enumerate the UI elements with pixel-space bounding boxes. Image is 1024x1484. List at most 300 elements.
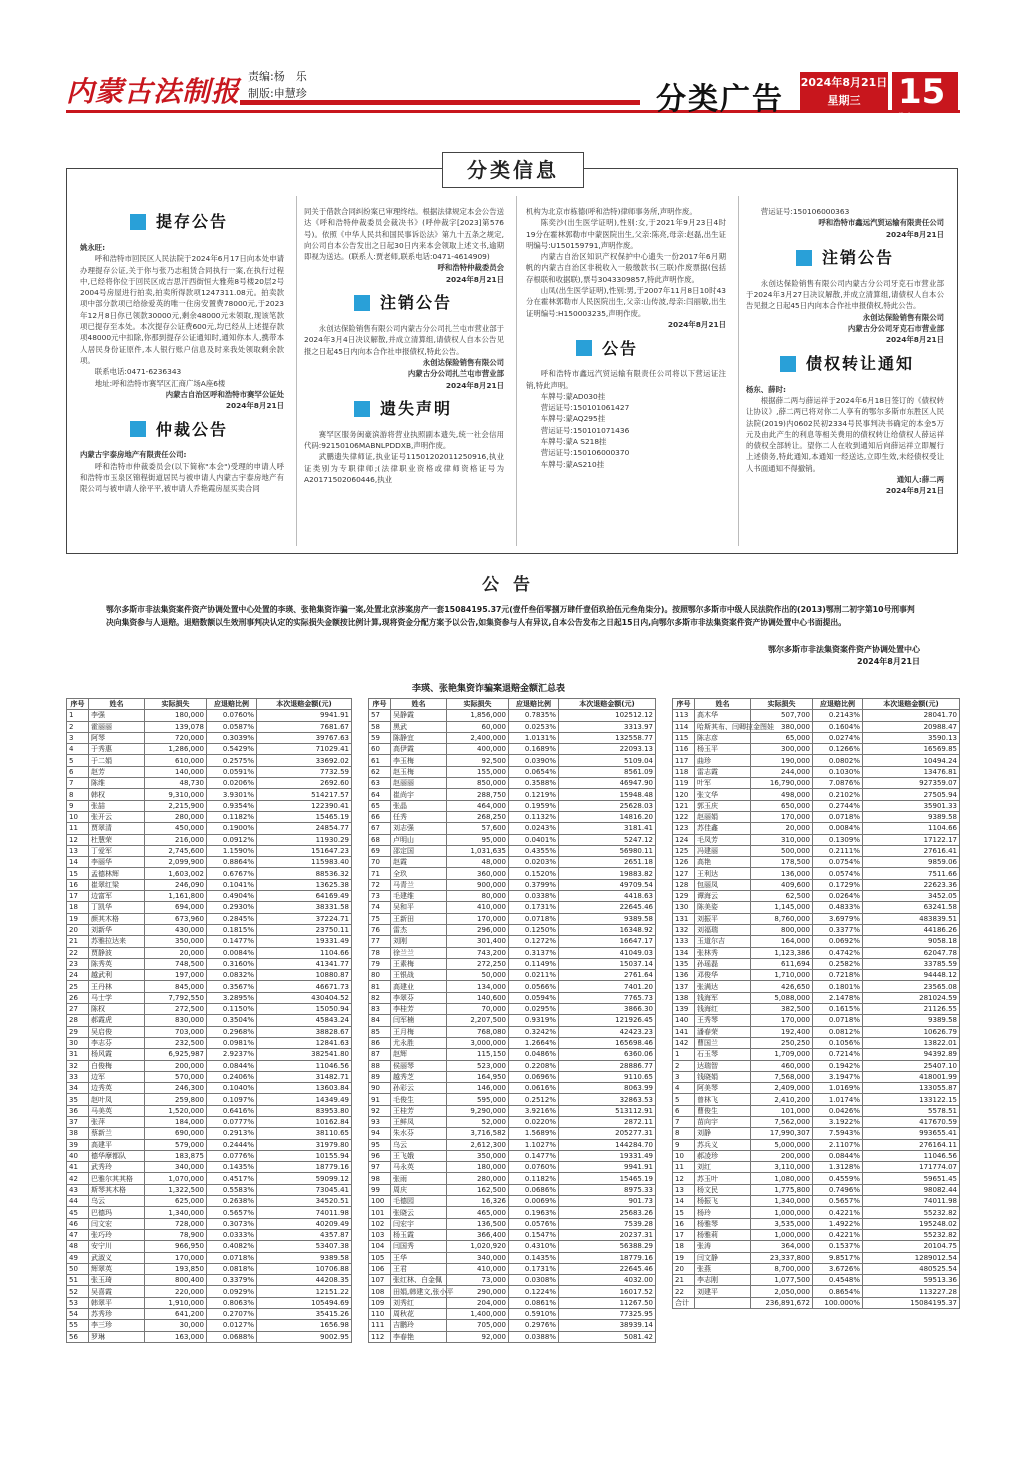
- date: 2024年8月21日: [885, 229, 944, 239]
- table-cell: 于秀惠: [89, 744, 145, 755]
- table-cell: 31979.80: [257, 1139, 352, 1150]
- table-cell: 1,123,386: [751, 947, 813, 958]
- date: 2024年8月21日: [667, 319, 726, 329]
- table-cell: 杨文民: [695, 1184, 751, 1195]
- table-cell: 周庆: [391, 1184, 447, 1195]
- table-row: [673, 1162, 960, 1173]
- table-cell: 0.0264%: [813, 891, 863, 902]
- table-cell: 50,000: [447, 970, 509, 981]
- table-row: [67, 1162, 352, 1173]
- table-cell: 140,000: [145, 766, 207, 777]
- table-cell: 0.0295%: [509, 1004, 559, 1015]
- heading-text: 提存公告: [156, 212, 229, 232]
- table-cell: 刘红: [695, 1162, 751, 1173]
- table-cell: 李丽华: [89, 857, 145, 868]
- table-cell: 830,000: [145, 1015, 207, 1026]
- table-cell: 7681.67: [257, 721, 352, 732]
- table-cell: 闫宏宇: [391, 1218, 447, 1229]
- table-row: [673, 1015, 960, 1026]
- table-row: [369, 834, 656, 845]
- table-row: [369, 924, 656, 935]
- table-row: [67, 1015, 352, 1026]
- table-row: [673, 1286, 960, 1297]
- notice-title: 公告: [482, 575, 544, 595]
- table-cell: 雷志霞: [695, 766, 751, 777]
- table-cell: 0.2575%: [207, 755, 257, 766]
- table-cell: 杨玉霞: [391, 1229, 447, 1240]
- table-cell: 281024.59: [863, 992, 960, 1003]
- table-cell: 21126.55: [863, 1004, 960, 1015]
- table-cell: 62047.78: [863, 947, 960, 958]
- table-cell: 0.1150%: [207, 1004, 257, 1015]
- table-cell: 380,000: [751, 721, 813, 732]
- list-item: 营运证号:150101071436: [540, 425, 630, 435]
- table-cell: 0.1959%: [509, 800, 559, 811]
- table-cell: 272,250: [447, 958, 509, 969]
- paragraph: 赛罕区服务闽豪滨游将营业执照副本遗失,统一社会信用代码:92150106MABNLPDDXB,声明作废。: [304, 429, 504, 451]
- table-cell: 121926.45: [559, 1015, 656, 1026]
- table-cell: 0.0401%: [509, 834, 559, 845]
- table-cell: 16348.92: [559, 924, 656, 935]
- table-row: [673, 981, 960, 992]
- table-row: [67, 958, 352, 969]
- table-cell: 张喆: [89, 800, 145, 811]
- table-cell: 12841.63: [257, 1037, 352, 1048]
- table-cell: 0.3242%: [509, 1026, 559, 1037]
- table-cell: 李志刚: [695, 1275, 751, 1286]
- table-cell: 74: [369, 902, 391, 913]
- table-cell: 6,925,987: [145, 1049, 207, 1060]
- table-cell: 171774.07: [863, 1162, 960, 1173]
- table-row: [673, 857, 960, 868]
- table-cell: 赵丽丽: [391, 778, 447, 789]
- table-cell: 101: [369, 1207, 391, 1218]
- table-cell: 97: [369, 1162, 391, 1173]
- table-cell: 杨玲: [695, 1207, 751, 1218]
- table-cell: 张文华: [695, 789, 751, 800]
- table-cell: 孙彩云: [391, 1083, 447, 1094]
- table-cell: 0.4221%: [813, 1207, 863, 1218]
- table-cell: 130: [673, 902, 695, 913]
- table-cell: 0.0861%: [509, 1297, 559, 1308]
- table-cell: 0.4082%: [207, 1241, 257, 1252]
- table-cell: 9389.58: [863, 811, 960, 822]
- table-cell: 赵叶凤: [89, 1094, 145, 1105]
- table-cell: 0.0220%: [509, 1116, 559, 1127]
- table-cell: 164,000: [751, 936, 813, 947]
- table-cell: 黑武: [391, 721, 447, 732]
- table-cell: 9859.06: [863, 857, 960, 868]
- table-row: [67, 1139, 352, 1150]
- table-cell: 0.3377%: [813, 924, 863, 935]
- table-cell: 哈斯其布、闫卿拉金图娃: [695, 721, 751, 732]
- table-cell: 0.0616%: [509, 1083, 559, 1094]
- table-cell: 33785.59: [863, 958, 960, 969]
- date: 2024年8月21日: [225, 401, 284, 411]
- table-cell: 9.8517%: [813, 1252, 863, 1263]
- table-cell: 李翠芬: [391, 992, 447, 1003]
- table-row: [369, 1026, 656, 1037]
- table-cell: 21: [67, 936, 89, 947]
- table-cell: 2692.60: [257, 778, 352, 789]
- table-cell: 0.0338%: [509, 891, 559, 902]
- table-row: [369, 811, 656, 822]
- table-cell: 44: [67, 1196, 89, 1207]
- table-cell: 7: [673, 1116, 695, 1127]
- table-cell: 69: [369, 845, 391, 856]
- table-cell: 1,340,000: [145, 1207, 207, 1218]
- table-cell: 吴启俊: [89, 1026, 145, 1037]
- table-cell: 37224.71: [257, 913, 352, 924]
- table-cell: 李桂芳: [391, 1004, 447, 1015]
- table-cell: 0.0211%: [509, 970, 559, 981]
- table-row: [369, 1083, 656, 1094]
- table-cell: 87: [369, 1049, 391, 1060]
- table-cell: 1: [673, 1049, 695, 1060]
- heading-text: 债权转让通知: [806, 354, 915, 374]
- table-row: [67, 857, 352, 868]
- list-item: 车牌号:蒙A S218挂: [540, 437, 607, 447]
- table-cell: 1,286,000: [145, 744, 207, 755]
- table-row: [67, 1320, 352, 1331]
- table-cell: 49709.54: [559, 879, 656, 890]
- table-cell: 0.4742%: [813, 947, 863, 958]
- table-cell: 0.0574%: [813, 868, 863, 879]
- table-cell: 9110.65: [559, 1071, 656, 1082]
- table-cell: 1656.98: [257, 1320, 352, 1331]
- table-cell: 84: [369, 1015, 391, 1026]
- table-cell: 28041.70: [863, 710, 960, 721]
- table-row: [673, 1297, 960, 1308]
- table-cell: 200,000: [145, 1060, 207, 1071]
- table-cell: 全玖: [391, 868, 447, 879]
- table-cell: 1.2664%: [509, 1037, 559, 1048]
- page-num: 15: [898, 72, 946, 112]
- table-cell: 0.1900%: [207, 823, 257, 834]
- table-row: [67, 1184, 352, 1195]
- table-cell: 53407.38: [257, 1241, 352, 1252]
- table-cell: 58: [369, 721, 391, 732]
- table-row: [67, 834, 352, 845]
- table-cell: 李三珍: [89, 1320, 145, 1331]
- table-cell: 140: [673, 1015, 695, 1026]
- table-cell: 2: [673, 1060, 695, 1071]
- table-cell: 0.0084%: [207, 947, 257, 958]
- table-cell: 7: [67, 778, 89, 789]
- table-row: [369, 1015, 656, 1026]
- table-cell: 62: [369, 766, 391, 777]
- table-cell: 1.0174%: [813, 1094, 863, 1105]
- table-cell: 白俊梅: [89, 1060, 145, 1071]
- section-heading: [354, 397, 504, 421]
- table-cell: 王丹林: [89, 981, 145, 992]
- table-cell: 17: [673, 1229, 695, 1240]
- table-cell: 3.9301%: [207, 789, 257, 800]
- table-row: [673, 1252, 960, 1263]
- table-cell: [695, 1297, 751, 1308]
- table-cell: 苗向宇: [695, 1116, 751, 1127]
- table-cell: 703,000: [145, 1026, 207, 1037]
- table-cell: 0.2143%: [813, 710, 863, 721]
- table-cell: 10: [673, 1150, 695, 1161]
- table-cell: 22645.46: [559, 1263, 656, 1274]
- table-cell: 38828.67: [257, 1026, 352, 1037]
- table-cell: 170,000: [145, 1252, 207, 1263]
- table-cell: 42: [67, 1173, 89, 1184]
- table-cell: 高建平: [89, 1139, 145, 1150]
- table-cell: 乌云: [89, 1196, 145, 1207]
- table-cell: 800,000: [751, 924, 813, 935]
- table-cell: 993655.41: [863, 1128, 960, 1139]
- table-cell: 49: [67, 1252, 89, 1263]
- table-cell: 129: [673, 891, 695, 902]
- table-row: [67, 970, 352, 981]
- table-cell: 闫军楠: [391, 1015, 447, 1026]
- table-row: [673, 936, 960, 947]
- table-cell: 63241.58: [863, 902, 960, 913]
- table-cell: 170,000: [751, 811, 813, 822]
- table-cell: 62,500: [751, 891, 813, 902]
- table-cell: 7401.20: [559, 981, 656, 992]
- table-row: [369, 721, 656, 732]
- table-cell: 边富军: [89, 891, 145, 902]
- table-cell: 20237.31: [559, 1229, 656, 1240]
- table-row: [673, 710, 960, 721]
- table-cell: 151647.23: [257, 845, 352, 856]
- table-cell: 尤永胜: [391, 1037, 447, 1048]
- heading-text: 遗失声明: [380, 399, 453, 419]
- table-row: [673, 834, 960, 845]
- table-cell: 阿美琴: [695, 1083, 751, 1094]
- table-cell: 赵芳: [89, 766, 145, 777]
- table-row: [67, 1297, 352, 1308]
- table-cell: 112: [369, 1331, 391, 1342]
- table-cell: 39: [67, 1139, 89, 1150]
- table-cell: 45843.24: [257, 1015, 352, 1026]
- table-cell: 刘振平: [695, 913, 751, 924]
- table-row: [369, 1229, 656, 1240]
- table-cell: 3590.13: [863, 732, 960, 743]
- table-cell: 5,088,000: [751, 992, 813, 1003]
- table-cell: 1,161,800: [145, 891, 207, 902]
- table-cell: 280,000: [145, 811, 207, 822]
- table-cell: 67: [369, 823, 391, 834]
- table-row: [369, 902, 656, 913]
- paragraph: 永创达保险销售有限公司内蒙古分公司牙克石市营业部于2024年3月27日决议解散,并成立清算组,请债权人自本公告见报之日起45日内向本合作社申报债权,特此公告。: [746, 278, 944, 311]
- table-cell: 45: [67, 1207, 89, 1218]
- table-cell: 92: [369, 1105, 391, 1116]
- table-cell: 刘秀红: [391, 1297, 447, 1308]
- table-cell: 15465.19: [257, 811, 352, 822]
- table-cell: 杨雅莉: [695, 1229, 751, 1240]
- table-cell: 11046.56: [257, 1060, 352, 1071]
- contact-phone: 联系电话:0471-6236343: [94, 367, 182, 377]
- table-cell: 1.1027%: [509, 1139, 559, 1150]
- table-cell: 300,000: [751, 744, 813, 755]
- table-cell: 曾林飞: [695, 1094, 751, 1105]
- table-cell: 340,000: [447, 1252, 509, 1263]
- table-cell: 24: [67, 970, 89, 981]
- table-cell: 0.0069%: [509, 1196, 559, 1207]
- editors-info: [248, 68, 307, 102]
- table-cell: 111: [369, 1320, 391, 1331]
- table-cell: 41: [67, 1162, 89, 1173]
- table-cell: 0.0576%: [509, 1218, 559, 1229]
- table-cell: 1,856,000: [447, 710, 509, 721]
- table-cell: 37: [67, 1116, 89, 1127]
- table-cell: 0.0654%: [509, 766, 559, 777]
- table-cell: 任秀: [391, 811, 447, 822]
- table-cell: 34: [67, 1083, 89, 1094]
- table-row: [673, 744, 960, 755]
- header-bar: [240, 100, 640, 105]
- table-cell: 0.0718%: [509, 913, 559, 924]
- table-cell: 18: [67, 902, 89, 913]
- table-row: [67, 902, 352, 913]
- table-cell: 1,077,500: [751, 1275, 813, 1286]
- table-cell: 12: [67, 834, 89, 845]
- table-cell: 19: [673, 1252, 695, 1263]
- table-cell: 0.4904%: [207, 891, 257, 902]
- table-cell: 0.3379%: [207, 1275, 257, 1286]
- table-cell: 595,000: [447, 1094, 509, 1105]
- table-cell: 0.0274%: [813, 732, 863, 743]
- table-row: [67, 1241, 352, 1252]
- table-cell: 100.000%: [813, 1297, 863, 1308]
- table-cell: 23565.08: [863, 981, 960, 992]
- table-cell: 0.8864%: [207, 857, 257, 868]
- table-cell: 于二娟: [89, 755, 145, 766]
- table-cell: 113227.28: [863, 1286, 960, 1297]
- producer-label: 制版:申慧珍: [248, 87, 307, 100]
- table-row: [369, 1309, 656, 1320]
- table-row: [67, 924, 352, 935]
- table-cell: 610,000: [145, 755, 207, 766]
- signature: 内蒙古分公司牙克石市营业部: [847, 324, 944, 334]
- table-row: [67, 1026, 352, 1037]
- table-cell: 5109.04: [559, 755, 656, 766]
- table-cell: 0.0243%: [509, 823, 559, 834]
- table-cell: 0.1250%: [509, 924, 559, 935]
- table-cell: 748,500: [145, 958, 207, 969]
- table-cell: 0.0844%: [207, 1060, 257, 1071]
- table-row: [673, 811, 960, 822]
- table-cell: 19883.82: [559, 868, 656, 879]
- table-cell: 22: [67, 947, 89, 958]
- issue-weekday: 星期三: [827, 94, 861, 107]
- table-cell: 王素梅: [391, 958, 447, 969]
- table-row: [673, 1184, 960, 1195]
- table-cell: 570,000: [145, 1071, 207, 1082]
- table-cell: 417670.59: [863, 1116, 960, 1127]
- table-cell: 0.1537%: [813, 1241, 863, 1252]
- table-cell: 7765.73: [559, 992, 656, 1003]
- table-row: [67, 1094, 352, 1105]
- table-cell: 2,207,500: [447, 1015, 509, 1026]
- table-row: [369, 936, 656, 947]
- table-cell: 闫文宏: [89, 1218, 145, 1229]
- table-row: [369, 1218, 656, 1229]
- column-header: 本次退赔金额(元): [559, 699, 656, 710]
- paragraph: 营运证号:150106000363: [760, 207, 850, 216]
- table-row: [673, 1196, 960, 1207]
- table-cell: 114: [673, 721, 695, 732]
- table-cell: 张玉琦: [89, 1275, 145, 1286]
- table-cell: 陈美姿: [695, 902, 751, 913]
- table-cell: 合计: [673, 1297, 695, 1308]
- table-row: [67, 1207, 352, 1218]
- table-cell: 73,000: [447, 1275, 509, 1286]
- table-cell: 60,000: [447, 721, 509, 732]
- date: 2024年8月21日: [885, 335, 944, 345]
- table-cell: 92,000: [447, 1331, 509, 1342]
- table-cell: 94: [369, 1128, 391, 1139]
- table-cell: 3.6726%: [813, 1263, 863, 1274]
- table-cell: 20: [67, 924, 89, 935]
- table-cell: 0.0818%: [207, 1263, 257, 1274]
- table-cell: 8,700,000: [751, 1263, 813, 1274]
- table-cell: 孟德林辉: [89, 868, 145, 879]
- table-cell: 0.3039%: [207, 732, 257, 743]
- table-cell: 55: [67, 1320, 89, 1331]
- table-cell: 王新田: [391, 913, 447, 924]
- table-row: [67, 1004, 352, 1015]
- table-cell: 26: [67, 992, 89, 1003]
- compensation-table-3: [672, 698, 960, 1309]
- table-cell: 杨玉平: [695, 744, 751, 755]
- table-cell: 13822.01: [863, 1037, 960, 1048]
- column-header: 序号: [67, 699, 89, 710]
- table-cell: 38939.14: [559, 1320, 656, 1331]
- table-cell: 刘新华: [89, 924, 145, 935]
- table-cell: 409,600: [751, 879, 813, 890]
- table-cell: 陈志彦: [695, 732, 751, 743]
- table-row: [369, 868, 656, 879]
- table-cell: 5081.42: [559, 1331, 656, 1342]
- table-cell: 毛建维: [391, 891, 447, 902]
- table-cell: 694,000: [145, 902, 207, 913]
- table-cell: 0.0981%: [207, 1037, 257, 1048]
- table-row: [369, 913, 656, 924]
- table-cell: 22623.36: [863, 879, 960, 890]
- table-cell: 张晶: [391, 800, 447, 811]
- table-row: [673, 1037, 960, 1048]
- table-cell: 周秋花: [391, 1309, 447, 1320]
- table-cell: 王桂芳: [391, 1105, 447, 1116]
- table-cell: 301,400: [447, 936, 509, 947]
- table-cell: 0.0844%: [813, 1150, 863, 1161]
- table-cell: 13625.38: [257, 879, 352, 890]
- table-cell: 8,760,000: [751, 913, 813, 924]
- table-cell: 丁凯华: [89, 902, 145, 913]
- table-cell: 94448.12: [863, 970, 960, 981]
- table-cell: 1.5689%: [509, 1128, 559, 1139]
- table-cell: 10162.84: [257, 1116, 352, 1127]
- table-row: [369, 1139, 656, 1150]
- table-cell: 25407.10: [863, 1060, 960, 1071]
- table-cell: 17122.17: [863, 834, 960, 845]
- table-cell: 0.1182%: [509, 1173, 559, 1184]
- table-cell: 0.1963%: [509, 1207, 559, 1218]
- table-cell: 41049.03: [559, 947, 656, 958]
- table-cell: 1.4922%: [813, 1218, 863, 1229]
- table-cell: 0.1615%: [813, 1004, 863, 1015]
- table-cell: 陈维: [89, 778, 145, 789]
- table-cell: 0.1942%: [813, 1060, 863, 1071]
- table-cell: 246,090: [145, 879, 207, 890]
- table-row: [369, 789, 656, 800]
- table-row: [67, 868, 352, 879]
